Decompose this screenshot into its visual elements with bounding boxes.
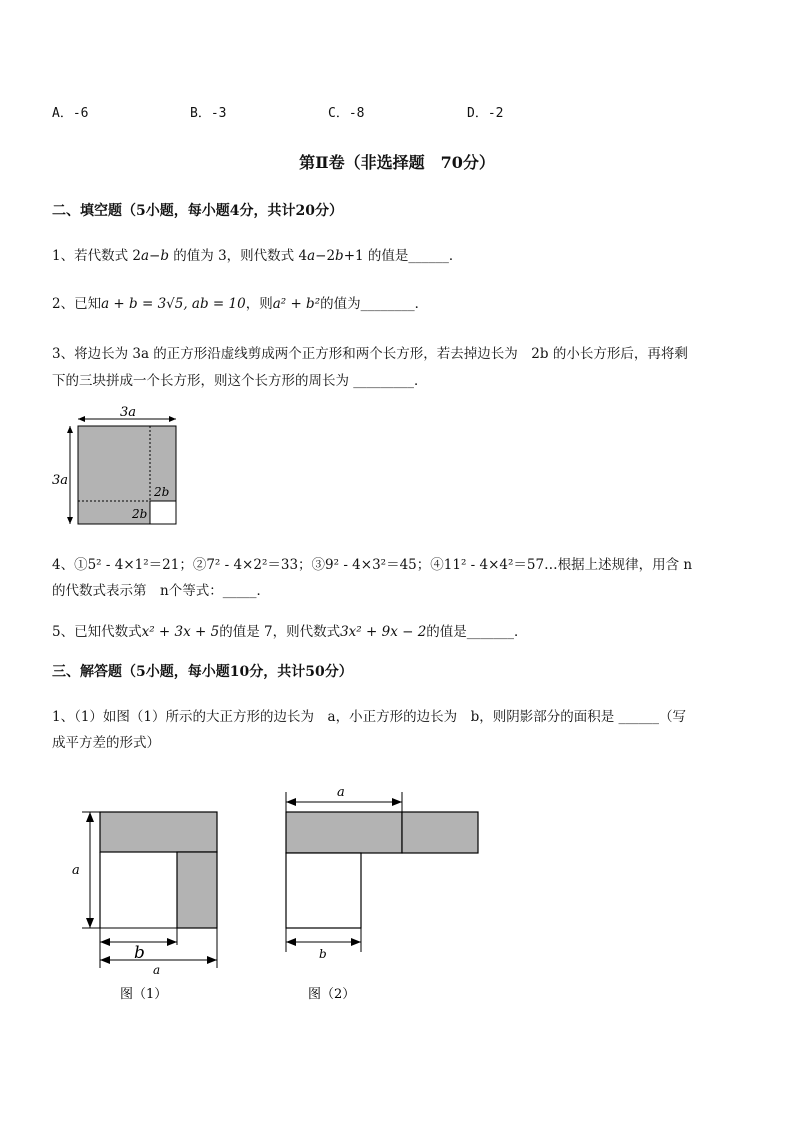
arrowhead xyxy=(286,938,296,946)
arrowhead xyxy=(86,918,94,928)
small-square xyxy=(286,853,361,928)
arrowhead xyxy=(169,416,176,422)
arrowhead xyxy=(392,798,402,806)
arrowhead xyxy=(86,812,94,822)
question-4-line2: 的代数式表示第 n个等式：_____． xyxy=(52,583,270,599)
arrowhead xyxy=(167,938,177,946)
question-2: 2、已知a + b = 3√5, ab = 10，则a² + b²的值为________． xyxy=(52,296,429,312)
figure-2-caption: 图（2） xyxy=(308,987,356,1002)
arrowhead xyxy=(67,426,73,433)
label-b: b xyxy=(319,947,327,961)
shaded-left-rect xyxy=(286,812,402,853)
question-1: 1、若代数式 2a−b 的值为 3，则代数式 4a−2b+1 的值是______． xyxy=(52,248,463,264)
question-5: 5、已知代数式x² + 3x + 5的值是 7，则代数式3x² + 9x − 2的值是_______． xyxy=(52,624,528,640)
s3-question-1-line1: 1、（1）如图（1）所示的大正方形的边长为 a，小正方形的边长为 b，则阴影部分的面积是 ______（写 xyxy=(52,709,686,725)
inner-label-bottom: 2b xyxy=(132,507,148,521)
left-label: 3a xyxy=(52,473,69,488)
figure-1-caption: 图（1） xyxy=(120,987,168,1002)
question-3-line2: 下的三块拼成一个长方形，则这个长方形的周长为 _________． xyxy=(52,373,428,389)
section3-heading: 三、解答题（5小题，每小题10分，共计50分） xyxy=(52,664,353,680)
arrowhead xyxy=(286,798,296,806)
arrowhead xyxy=(351,938,361,946)
option-d: D．-2 xyxy=(467,106,504,121)
shaded-right-rect xyxy=(402,812,478,853)
shaded-top-rect xyxy=(100,812,217,852)
figure-2 xyxy=(270,780,490,1010)
section2-heading: 二、填空题（5小题，每小题4分，共计20分） xyxy=(52,203,343,219)
arrowhead xyxy=(207,956,217,964)
label-a-left: a xyxy=(72,863,80,878)
option-b: B．-3 xyxy=(190,106,227,121)
label-a-bottom: a xyxy=(153,963,161,977)
removed-small-square xyxy=(150,501,176,524)
option-c: C．-8 xyxy=(328,106,365,121)
figure-q3 xyxy=(48,402,188,530)
label-a-top: a xyxy=(337,785,345,800)
arrowhead xyxy=(67,517,73,524)
label-b: b xyxy=(134,943,145,963)
top-label: 3a xyxy=(120,405,137,420)
question-4-line1: 4、①5² - 4×1²＝21；②7² - 4×2²＝33；③9² - 4×3²＝45；④11² - 4×4²＝57…根据上述规律，用含 n xyxy=(52,557,693,573)
arrowhead xyxy=(100,938,110,946)
question-3-line1: 3、将边长为 3a 的正方形沿虚线剪成两个正方形和两个长方形，若去掉边长为 2b 的小长方形后，再将剩 xyxy=(52,346,688,362)
inner-label-right: 2b xyxy=(154,485,170,499)
option-a: A．-6 xyxy=(52,106,89,121)
shaded-right-rect xyxy=(177,852,217,928)
s3-question-1-line2: 成平方差的形式） xyxy=(52,735,160,751)
figure-1 xyxy=(60,800,230,1010)
arrowhead xyxy=(78,416,85,422)
part2-title: 第Ⅱ卷（非选择题 70分） xyxy=(299,153,495,172)
arrowhead xyxy=(100,956,110,964)
